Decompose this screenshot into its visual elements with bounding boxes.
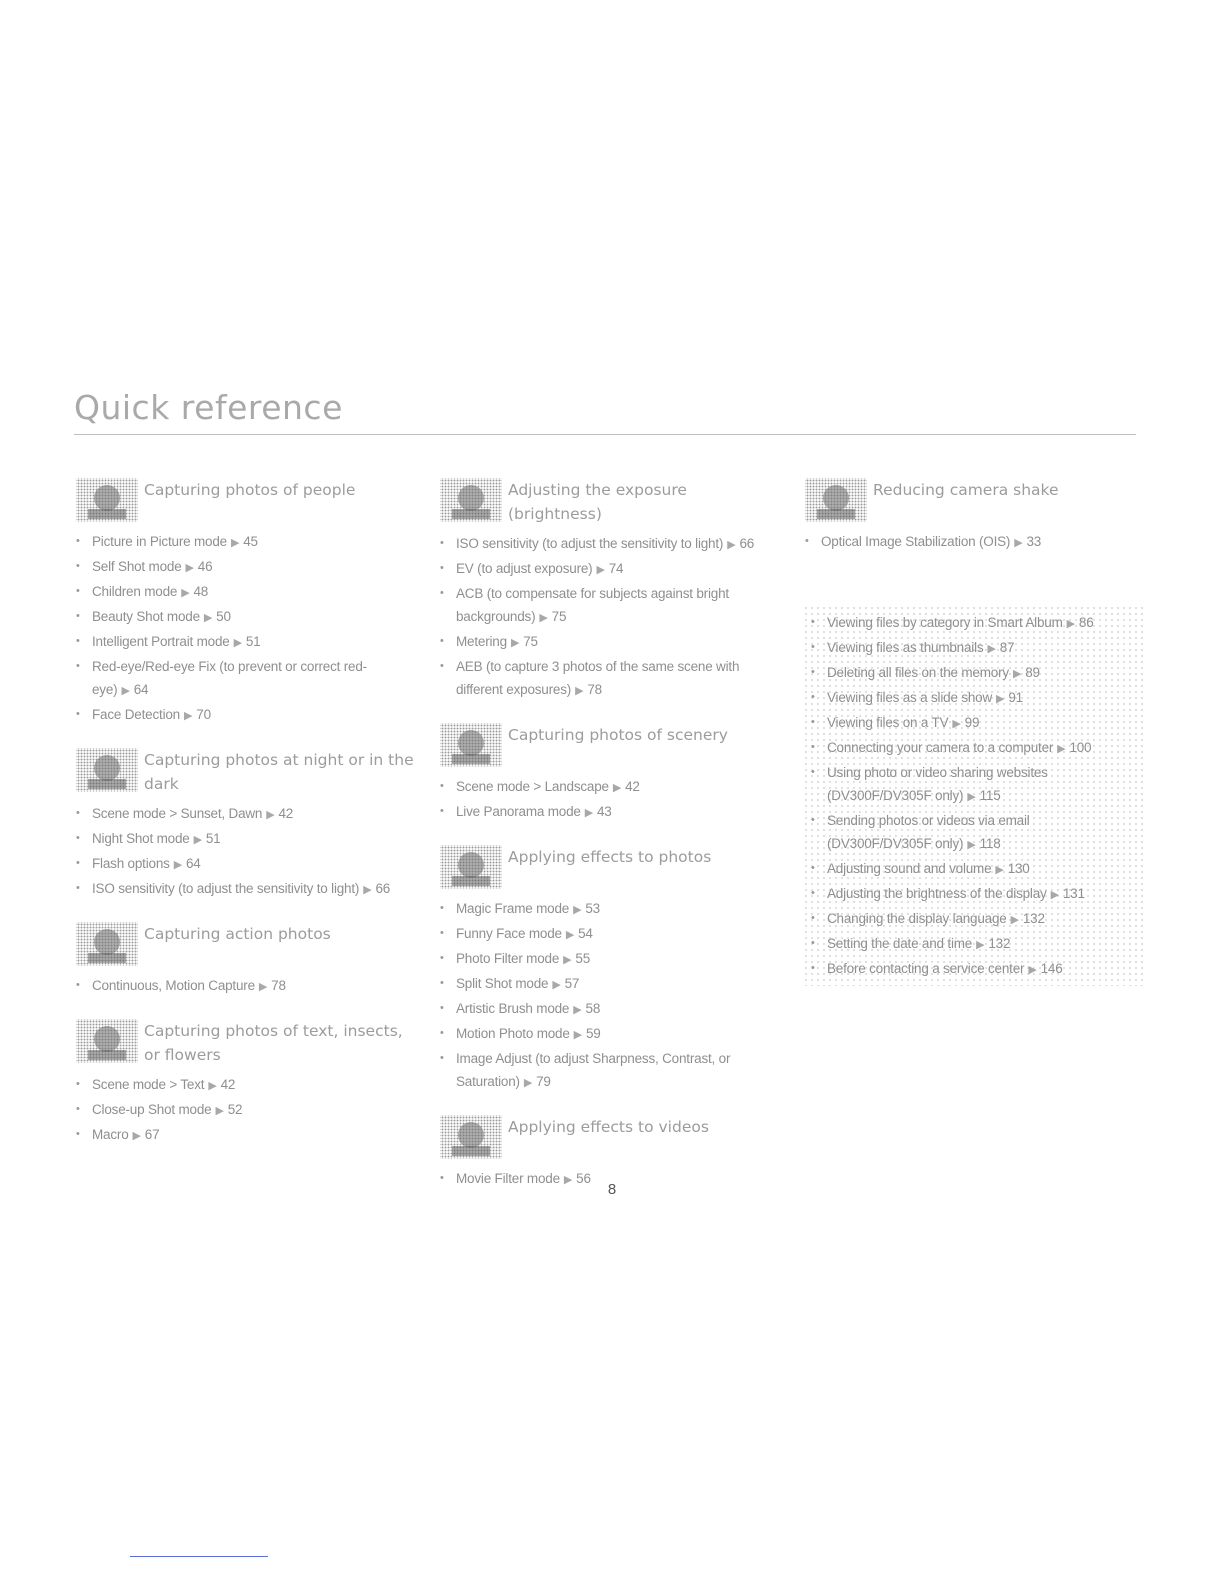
scenery-photo-icon <box>438 721 504 769</box>
item-text: Adjusting the brightness of the display <box>827 886 1047 901</box>
page-reference[interactable]: 33 <box>1026 534 1042 549</box>
item-text: Movie Filter mode <box>456 1171 560 1186</box>
page-reference[interactable]: 43 <box>597 804 612 819</box>
page-reference[interactable]: 115 <box>979 788 1001 803</box>
list-item <box>74 1098 414 1123</box>
page-arrow-icon: ▶ <box>1050 889 1059 901</box>
item-text: Adjusting sound and volume <box>827 861 992 876</box>
page-reference[interactable]: 99 <box>964 715 980 730</box>
page-reference[interactable]: 66 <box>375 881 391 896</box>
page-reference[interactable]: 70 <box>196 707 211 722</box>
section-title: Adjusting the exposure (brightness) <box>508 481 687 523</box>
item-text: Continuous, Motion Capture <box>92 978 255 993</box>
page-reference[interactable]: 55 <box>575 951 591 966</box>
page-arrow-icon: ▶ <box>132 1130 141 1142</box>
item-text: Viewing files as a slide show <box>827 690 993 705</box>
page-reference[interactable]: 78 <box>587 682 602 697</box>
page-arrow-icon: ▶ <box>193 834 202 846</box>
people-photo-icon <box>74 476 140 524</box>
list-item <box>438 800 784 825</box>
page-reference[interactable]: 58 <box>585 1001 601 1016</box>
item-text: Setting the date and time <box>827 936 973 951</box>
list-item <box>74 1123 414 1148</box>
list-item <box>438 532 784 557</box>
page-reference[interactable]: 56 <box>576 1171 591 1186</box>
list-item <box>809 907 1135 932</box>
item-text: Face Detection <box>92 707 180 722</box>
list-item <box>438 1022 784 1047</box>
page-arrow-icon: ▶ <box>996 693 1005 705</box>
page-reference[interactable]: 52 <box>227 1102 243 1117</box>
item-text: Motion Photo mode <box>456 1026 570 1041</box>
item-text: Children mode <box>92 584 178 599</box>
list-item <box>809 686 1135 711</box>
list-item <box>809 636 1135 661</box>
section-title: Capturing action photos <box>144 925 331 943</box>
page-arrow-icon: ▶ <box>952 718 961 730</box>
list-item <box>438 655 784 703</box>
page-reference[interactable]: 89 <box>1025 665 1040 680</box>
list-item <box>74 530 414 555</box>
item-text: ISO sensitivity (to adjust the sensitivity to light) <box>92 881 360 896</box>
page-reference[interactable]: 74 <box>608 561 624 576</box>
item-text: Magic Frame mode <box>456 901 570 916</box>
video-effects-icon <box>438 1113 504 1161</box>
section-header <box>74 746 414 796</box>
page-reference[interactable]: 57 <box>564 976 580 991</box>
page-arrow-icon: ▶ <box>173 859 182 871</box>
page-reference[interactable]: 64 <box>133 682 149 697</box>
page-arrow-icon: ▶ <box>967 791 976 803</box>
page-reference[interactable]: 51 <box>205 831 221 846</box>
page-arrow-icon: ▶ <box>563 954 572 966</box>
list-item <box>809 882 1135 907</box>
reference-section <box>438 843 784 1095</box>
page-reference[interactable]: 48 <box>193 584 209 599</box>
list-item <box>803 530 1143 555</box>
item-text: Scene mode > Landscape <box>456 779 609 794</box>
page-arrow-icon: ▶ <box>266 809 275 821</box>
column-1 <box>74 476 414 1166</box>
list-item <box>438 775 784 800</box>
list-item <box>74 802 414 827</box>
page-reference[interactable]: 67 <box>144 1127 160 1142</box>
page-arrow-icon: ▶ <box>1012 668 1022 680</box>
page-reference[interactable]: 79 <box>536 1074 551 1089</box>
section-header <box>74 1017 414 1067</box>
list-item <box>74 555 414 580</box>
item-text: Scene mode > Text <box>92 1077 205 1092</box>
list-item <box>74 655 414 703</box>
list-item <box>809 857 1135 882</box>
list-item <box>809 761 1135 809</box>
item-text: Artistic Brush mode <box>456 1001 570 1016</box>
reference-section <box>74 1017 414 1148</box>
action-photo-icon <box>74 920 140 968</box>
list-item <box>438 972 784 997</box>
reference-section <box>438 721 784 825</box>
item-text: Optical Image Stabilization (OIS) <box>821 534 1011 549</box>
flower-photo-icon <box>74 1017 140 1065</box>
page-arrow-icon: ▶ <box>1010 914 1019 926</box>
section-title: Capturing photos of scenery <box>508 726 728 744</box>
reference-section <box>803 476 1143 555</box>
page-arrow-icon: ▶ <box>565 929 575 941</box>
item-text: Night Shot mode <box>92 831 190 846</box>
item-text: Connecting your camera to a computer <box>827 740 1054 755</box>
page-arrow-icon: ▶ <box>584 807 593 819</box>
page-reference[interactable]: 53 <box>585 901 600 916</box>
page-arrow-icon: ▶ <box>121 685 130 697</box>
section-header <box>74 920 414 968</box>
page-reference[interactable]: 46 <box>197 559 213 574</box>
page-arrow-icon: ▶ <box>976 939 985 951</box>
column-3 <box>803 476 1143 986</box>
page-arrow-icon: ▶ <box>612 782 622 794</box>
section-title: Capturing photos at night or in the dark <box>144 751 414 793</box>
list-item <box>74 827 414 852</box>
page-reference[interactable]: 132 <box>1022 911 1045 926</box>
section-item-list <box>74 802 414 902</box>
page-arrow-icon: ▶ <box>1028 964 1037 976</box>
page-reference[interactable]: 131 <box>1062 886 1085 901</box>
page-reference[interactable]: 78 <box>271 978 286 993</box>
page-arrow-icon: ▶ <box>573 904 582 916</box>
section-header <box>803 476 1143 524</box>
list-item <box>74 852 414 877</box>
item-text: Close-up Shot mode <box>92 1102 212 1117</box>
item-text: ACB (to compensate for subjects against bright backgrounds) <box>456 586 729 624</box>
page-reference[interactable]: 64 <box>185 856 201 871</box>
playback-settings-box <box>803 605 1143 986</box>
page-arrow-icon: ▶ <box>230 537 240 549</box>
page-reference[interactable]: 91 <box>1008 690 1023 705</box>
page-arrow-icon: ▶ <box>510 637 520 649</box>
list-item <box>438 922 784 947</box>
item-text: Flash options <box>92 856 170 871</box>
item-text: Split Shot mode <box>456 976 549 991</box>
list-item <box>438 1047 784 1095</box>
list-item <box>74 630 414 655</box>
section-header <box>74 476 414 524</box>
page-arrow-icon: ▶ <box>363 884 372 896</box>
section-header <box>438 476 784 526</box>
reference-section <box>74 746 414 902</box>
page-reference[interactable]: 42 <box>220 1077 236 1092</box>
page-reference[interactable]: 45 <box>243 534 258 549</box>
list-item <box>809 957 1135 982</box>
list-item <box>438 997 784 1022</box>
list-item <box>438 897 784 922</box>
page-reference[interactable]: 42 <box>625 779 640 794</box>
item-text: Viewing files on a TV <box>827 715 949 730</box>
section-title: Applying effects to photos <box>508 848 712 866</box>
item-text: Using photo or video sharing websites (DV300F/DV305F only) <box>827 765 1048 803</box>
item-text: Viewing files as thumbnails <box>827 640 984 655</box>
list-item <box>74 580 414 605</box>
page-reference[interactable]: 146 <box>1040 961 1063 976</box>
page-arrow-icon: ▶ <box>575 685 584 697</box>
page-arrow-icon: ▶ <box>563 1174 573 1186</box>
page-arrow-icon: ▶ <box>208 1080 217 1092</box>
page-arrow-icon: ▶ <box>258 981 268 993</box>
section-title: Capturing photos of people <box>144 481 356 499</box>
list-item <box>809 736 1135 761</box>
page-arrow-icon: ▶ <box>995 864 1004 876</box>
section-title: Applying effects to videos <box>508 1118 709 1136</box>
section-header <box>438 721 784 769</box>
page-reference[interactable]: 75 <box>523 634 538 649</box>
page-reference[interactable]: 86 <box>1078 615 1094 630</box>
page-reference[interactable]: 66 <box>739 536 755 551</box>
page-reference[interactable]: 54 <box>578 926 593 941</box>
page-reference[interactable]: 100 <box>1069 740 1092 755</box>
item-text: Image Adjust (to adjust Sharpness, Contrast, or Saturation) <box>456 1051 731 1089</box>
item-text: AEB (to capture 3 photos of the same scene with different exposures) <box>456 659 740 697</box>
reference-section <box>74 920 414 999</box>
list-item <box>74 974 414 999</box>
item-text: Intelligent Portrait mode <box>92 634 230 649</box>
page-reference[interactable]: 59 <box>585 1026 601 1041</box>
section-title: Reducing camera shake <box>873 481 1059 499</box>
list-item <box>809 661 1135 686</box>
page-reference[interactable]: 87 <box>999 640 1015 655</box>
list-item <box>438 582 784 630</box>
page-arrow-icon: ▶ <box>184 710 193 722</box>
item-text: Picture in Picture mode <box>92 534 227 549</box>
section-item-list <box>74 974 414 999</box>
item-text: Sending photos or videos via email (DV300F/DV305F only) <box>827 813 1030 851</box>
item-text: Funny Face mode <box>456 926 562 941</box>
page-reference[interactable]: 42 <box>278 806 294 821</box>
section-header <box>438 1113 784 1161</box>
page-arrow-icon: ▶ <box>727 539 736 551</box>
item-text: Self Shot mode <box>92 559 182 574</box>
page-arrow-icon: ▶ <box>573 1004 582 1016</box>
list-item <box>74 703 414 728</box>
item-text: Viewing files by category in Smart Album <box>827 615 1063 630</box>
footer-link-underline[interactable] <box>130 1556 268 1557</box>
page-arrow-icon: ▶ <box>1057 743 1066 755</box>
list-item <box>809 611 1135 636</box>
page-number: 8 <box>607 1181 617 1198</box>
photo-effects-icon <box>438 843 504 891</box>
page-arrow-icon: ▶ <box>215 1105 224 1117</box>
page-reference[interactable]: 75 <box>551 609 567 624</box>
section-header <box>438 843 784 891</box>
page-title: Quick reference <box>74 388 343 427</box>
item-text: Metering <box>456 634 507 649</box>
playback-list <box>809 611 1135 982</box>
page-reference[interactable]: 130 <box>1007 861 1030 876</box>
page-reference[interactable]: 51 <box>245 634 261 649</box>
list-item <box>438 630 784 655</box>
column-2 <box>438 476 784 1210</box>
section-item-list <box>438 897 784 1095</box>
list-item <box>438 947 784 972</box>
section-item-list <box>438 532 784 703</box>
list-item <box>74 877 414 902</box>
page-arrow-icon: ▶ <box>552 979 561 991</box>
page-reference[interactable]: 118 <box>979 836 1001 851</box>
page-reference[interactable]: 50 <box>216 609 231 624</box>
page-arrow-icon: ▶ <box>987 643 996 655</box>
section-item-list <box>438 775 784 825</box>
item-text: Macro <box>92 1127 129 1142</box>
section-item-list <box>74 1073 414 1148</box>
item-text: Live Panorama mode <box>456 804 581 819</box>
item-text: Scene mode > Sunset, Dawn <box>92 806 263 821</box>
section-item-list <box>74 530 414 728</box>
page-arrow-icon: ▶ <box>181 587 190 599</box>
item-text: EV (to adjust exposure) <box>456 561 593 576</box>
page-arrow-icon: ▶ <box>967 839 976 851</box>
section-item-list <box>803 530 1143 555</box>
reference-section <box>74 476 414 728</box>
section-title: Capturing photos of text, insects, or flowers <box>144 1022 403 1064</box>
list-item <box>74 1073 414 1098</box>
page-arrow-icon: ▶ <box>185 562 194 574</box>
exposure-icon <box>438 476 504 524</box>
page-arrow-icon: ▶ <box>203 612 213 624</box>
reference-section <box>438 476 784 703</box>
page-reference[interactable]: 132 <box>988 936 1011 951</box>
page-arrow-icon: ▶ <box>233 637 242 649</box>
page-arrow-icon: ▶ <box>1066 618 1075 630</box>
item-text: Changing the display language <box>827 911 1007 926</box>
page-arrow-icon: ▶ <box>596 564 605 576</box>
list-item <box>74 605 414 630</box>
list-item <box>438 557 784 582</box>
list-item <box>809 809 1135 857</box>
page-arrow-icon: ▶ <box>523 1077 533 1089</box>
list-item <box>809 932 1135 957</box>
page-arrow-icon: ▶ <box>573 1029 582 1041</box>
page-arrow-icon: ▶ <box>539 612 548 624</box>
item-text: Deleting all files on the memory <box>827 665 1009 680</box>
item-text: Beauty Shot mode <box>92 609 200 624</box>
item-text: Red-eye/Red-eye Fix (to prevent or correct red-eye) <box>92 659 367 697</box>
night-photo-icon <box>74 746 140 794</box>
page-arrow-icon: ▶ <box>1014 537 1023 549</box>
camera-shake-icon <box>803 476 869 524</box>
item-text: ISO sensitivity (to adjust the sensitivity to light) <box>456 536 724 551</box>
title-divider <box>74 434 1136 435</box>
list-item <box>809 711 1135 736</box>
item-text: Before contacting a service center <box>827 961 1025 976</box>
item-text: Photo Filter mode <box>456 951 560 966</box>
